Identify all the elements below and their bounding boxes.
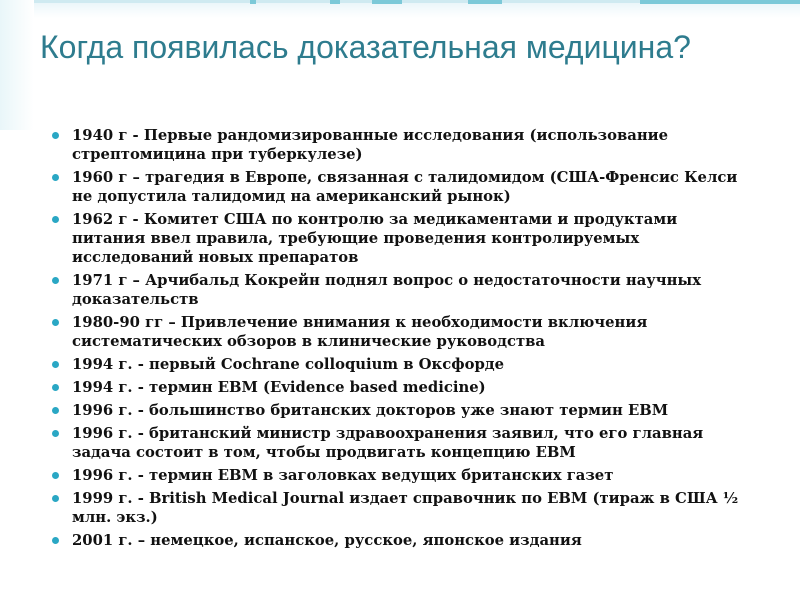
list-item-text: 1940 г - Первые рандомизированные исследования (использование стрептомицина при туберкулезе) [72,127,669,163]
bullet-dot-icon [52,384,59,391]
bullet-dot-icon [52,216,59,223]
list-item-text: 2001 г. – немецкое, испанское, русское, японское издания [72,532,582,549]
bullet-dot-icon [52,472,59,479]
list-item-text: 1996 г. - британский министр здравоохранения заявил, что его главная задача состоит в том, чтобы продвигать концепцию ЕВМ [72,425,704,461]
list-item [54,210,754,267]
list-item [54,489,754,527]
top-accent-bar [372,0,402,4]
list-item-text: 1960 г – трагедия в Европе, связанная с талидомидом (США-Френсис Келси не допустила талидомид на американский рынок) [72,169,738,205]
list-item [54,378,754,397]
list-item-text: 1962 г - Комитет США по контролю за медикаментами и продуктами питания ввел правила, требующие проведения контролируемых исследований новых препаратов [72,211,678,266]
list-item [54,168,754,206]
list-item [54,466,754,485]
top-accent-bar [468,0,502,4]
list-item-text: 1996 г. - термин ЕВМ в заголовках ведущих британских газет [72,467,614,484]
list-item-text: 1996 г. - большинство британских докторов уже знают термин ЕВМ [72,402,669,419]
bullet-dot-icon [52,132,59,139]
list-item [54,355,754,374]
list-item [54,531,754,550]
bullet-dot-icon [52,174,59,181]
bullet-dot-icon [52,495,59,502]
list-item-text: 1994 г. - первый Cochrane colloquium в Оксфорде [72,356,505,373]
list-item [54,401,754,420]
top-accent-bar [640,0,800,4]
left-decor-band [0,0,34,130]
list-item-text: 1971 г – Арчибальд Кокрейн поднял вопрос о недостаточности научных доказательств [72,272,702,308]
top-accent-bar [250,0,256,4]
bullet-dot-icon [52,277,59,284]
list-item [54,424,754,462]
list-item [54,313,754,351]
bullet-list [54,126,754,554]
list-item-text: 1994 г. - термин ЕВМ (Evidence based medicine) [72,379,486,396]
list-item [54,271,754,309]
slide-title: Когда появилась доказательная медицина? [40,29,691,65]
bullet-dot-icon [52,407,59,414]
bullet-dot-icon [52,430,59,437]
list-item-text: 1980-90 гг – Привлечение внимания к необходимости включения систематических обзоров в клинические руководства [72,314,648,350]
list-item [54,126,754,164]
bullet-dot-icon [52,361,59,368]
top-accent-bar [330,0,340,4]
bullet-dot-icon [52,537,59,544]
list-item-text: 1999 г. - British Medical Journal издает справочник по ЕВМ (тираж в США ½ млн. экз.) [72,490,739,526]
bullet-dot-icon [52,319,59,326]
